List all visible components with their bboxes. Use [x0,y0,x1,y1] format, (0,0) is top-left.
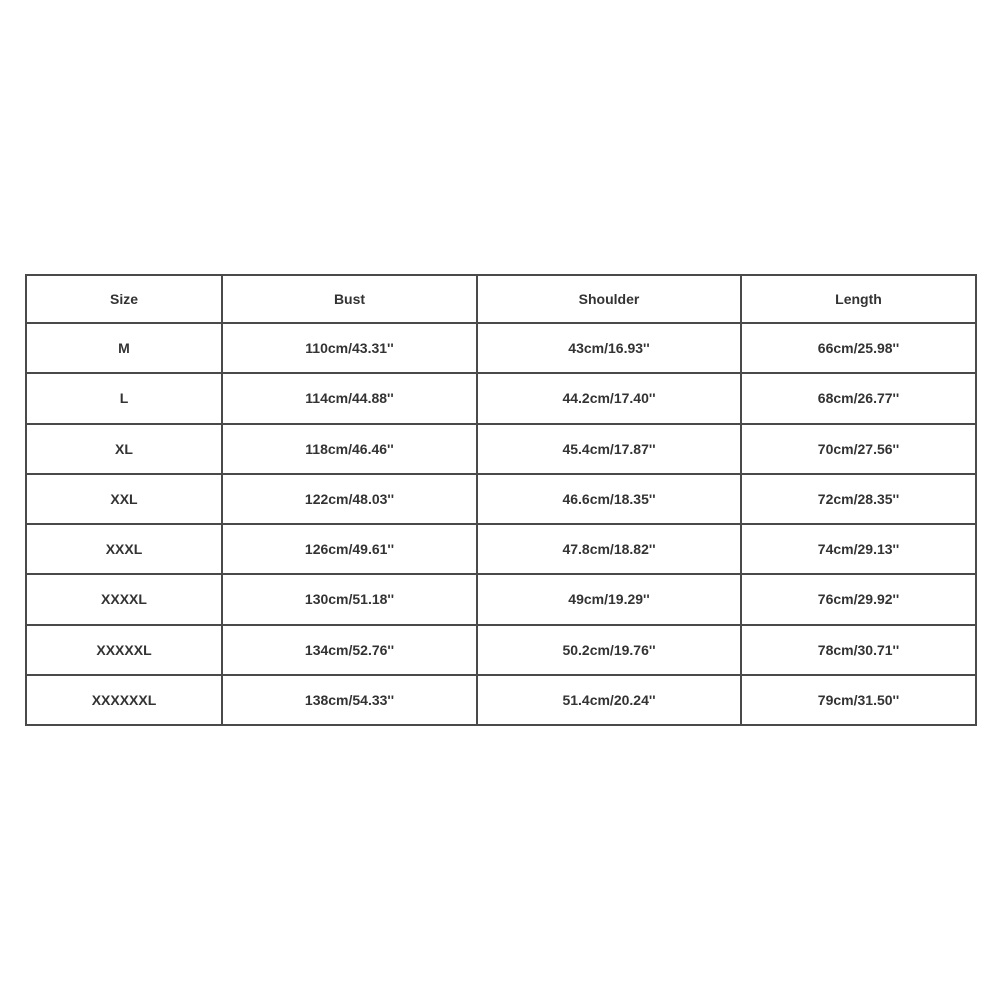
cell-length: 68cm/26.77'' [741,373,976,423]
table-row [26,574,976,624]
cell-length: 78cm/30.71'' [741,625,976,675]
cell-length: 70cm/27.56'' [741,424,976,474]
cell-shoulder: 43cm/16.93'' [477,323,741,373]
cell-size: XXXL [26,524,222,574]
cell-bust: 130cm/51.18'' [222,574,477,624]
cell-length: 74cm/29.13'' [741,524,976,574]
cell-bust: 122cm/48.03'' [222,474,477,524]
cell-shoulder: 47.8cm/18.82'' [477,524,741,574]
cell-shoulder: 45.4cm/17.87'' [477,424,741,474]
cell-length: 72cm/28.35'' [741,474,976,524]
table-header-row [26,275,976,323]
cell-size: XXL [26,474,222,524]
cell-size: XXXXXL [26,625,222,675]
cell-length: 76cm/29.92'' [741,574,976,624]
table-row [26,373,976,423]
table-row [26,323,976,373]
table-row [26,424,976,474]
cell-bust: 110cm/43.31'' [222,323,477,373]
cell-bust: 118cm/46.46'' [222,424,477,474]
cell-size: M [26,323,222,373]
cell-size: XXXXXXL [26,675,222,725]
size-chart-table [25,274,977,726]
cell-length: 79cm/31.50'' [741,675,976,725]
cell-shoulder: 46.6cm/18.35'' [477,474,741,524]
header-size: Size [26,275,222,323]
header-bust: Bust [222,275,477,323]
header-length: Length [741,275,976,323]
cell-shoulder: 49cm/19.29'' [477,574,741,624]
cell-bust: 126cm/49.61'' [222,524,477,574]
cell-bust: 114cm/44.88'' [222,373,477,423]
cell-size: XXXXL [26,574,222,624]
cell-size: L [26,373,222,423]
table-row [26,675,976,725]
table-row [26,625,976,675]
table-row [26,474,976,524]
table-row [26,524,976,574]
cell-shoulder: 50.2cm/19.76'' [477,625,741,675]
cell-bust: 138cm/54.33'' [222,675,477,725]
header-shoulder: Shoulder [477,275,741,323]
cell-bust: 134cm/52.76'' [222,625,477,675]
cell-size: XL [26,424,222,474]
cell-shoulder: 51.4cm/20.24'' [477,675,741,725]
cell-length: 66cm/25.98'' [741,323,976,373]
cell-shoulder: 44.2cm/17.40'' [477,373,741,423]
